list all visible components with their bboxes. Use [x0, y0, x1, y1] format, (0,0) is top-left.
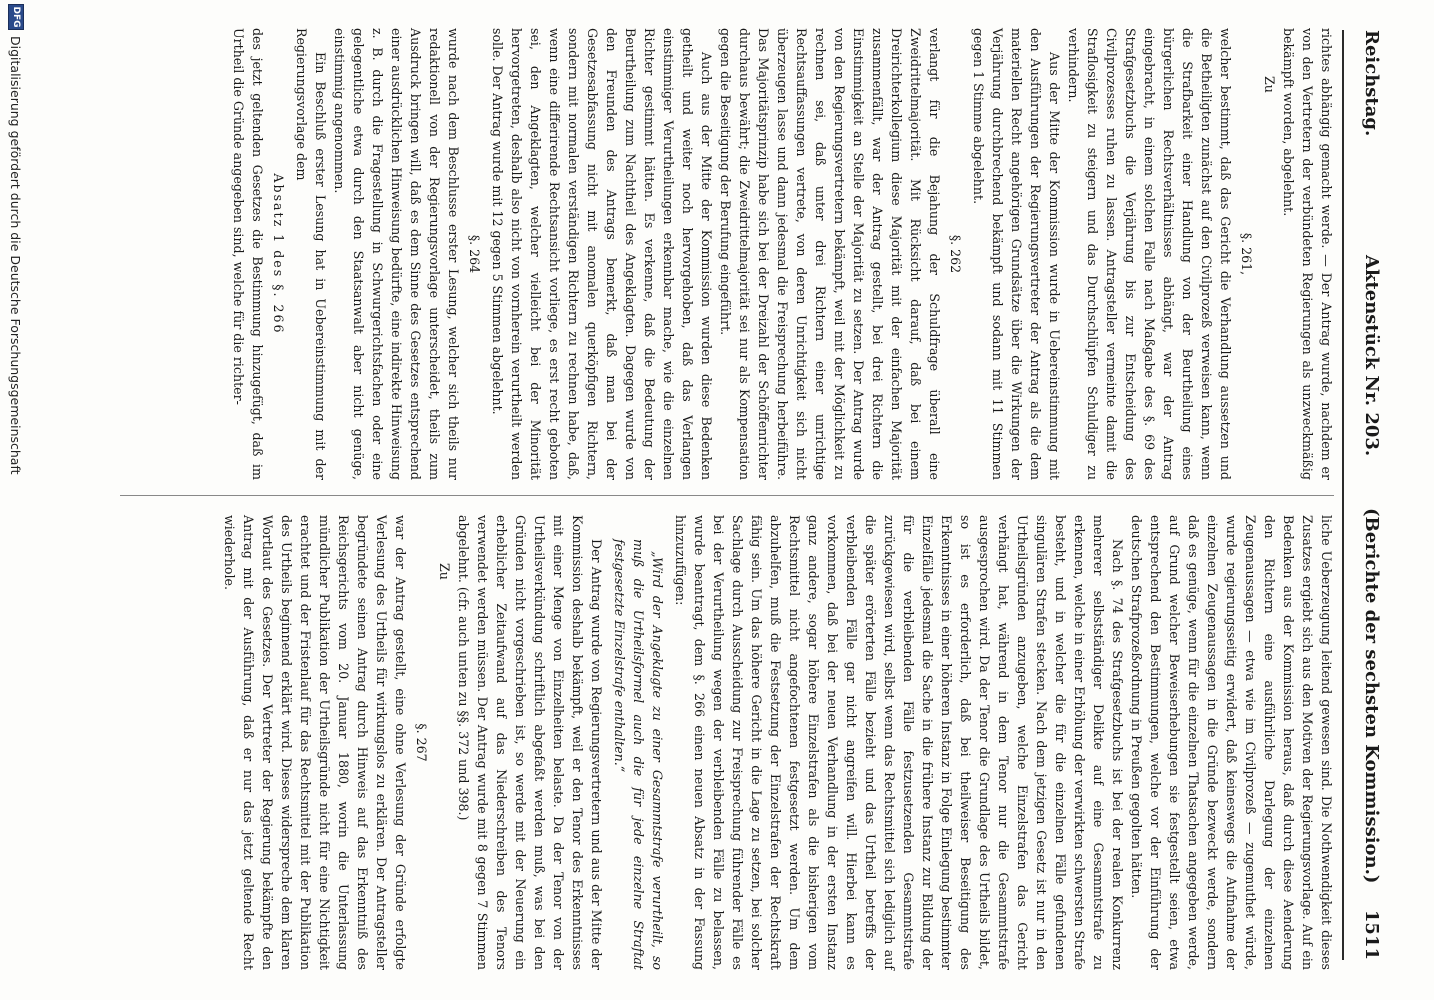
paragraph: liche Ueberzeugung leitend gewesen sind. Die Nothwendigkeit dieses Zusatzes ergiebt sich aus den Motiven der Regierungsvorlage. Auf ein Bedenken aus der Kommission heraus, daß durch diese Aenderung den Richtern eine ausführliche Darlegung der einzelnen Zeugenaussagen — etwa wie im Civilprozeß — zugemuthet würde, wurde regierungsseitig erwidert, daß keineswegs die Aufnahme der einzelnen Zeugenaussagen in die Gründe bezweckt werde, sondern daß es genüge, wenn für die einzelnen Thatsachen angegeben werde, auf Grund welcher Beweiserhebungen sie festgestellt seien, etwa entsprechend den Bestimmungen, welche vor der Einführung der deutschen Strafprozeßordnung in Preußen gegolten hätten.	[1129, 515, 1334, 970]
paragraph: verlangt für die Bejahung der Schuldfrage überall eine Zweidrittelmajorität. Mit Rücksicht darauf, daß bei einem Dreirichterkollegium diese Majorität mit der einfachen Majorität zusammenfällt, war der Antrag gestellt, bei drei Richtern die Einstimmigkeit an Stelle der Majorität zu setzen. Der Antrag wurde von den Regierungsvertretern bekämpft, weil mit der Möglichkeit zu rechnen sei, daß unter drei Richtern einer unrichtige Rechtsauffassungen vertrete, von deren Unrichtigkeit sich nicht überzeugen lasse und dann jedesmal die Freisprechung herbeiführe. Das Majoritätsprinzip habe sich bei der Dreizahl der Schöffenrichter durchaus bewährt; die Zweidrittelmajorität sei nur als Kompensation gegen die Beseitigung der Berufung eingeführt.	[718, 28, 942, 480]
right-column	[120, 515, 1336, 970]
paragraph: richtes abhängig gemacht werde. — Der Antrag wurde, nachdem er von den Vertretern der verbündeten Regierungen als unzweckmäßig bekämpft worden, abgelehnt.	[1281, 28, 1334, 480]
paragraph: welcher bestimmt, daß das Gericht die Verhandlung aussetzen und die Betheiligten zunächst auf den Civilprozeß verweisen kann, wenn die Strafbarkeit einer Handlung von der Beurtheilung eines bürgerlichen Rechtsverhältnisses abhängt, war der Antrag eingebracht, in einem solchen Falle nach Maßgabe des §. 69 des Strafgesetzbuchs die Verjährung bis zur Entscheidung des Civilprozesses ruhen zu lassen. Antragsteller vermeinte damit die Straflosigkeit zu steigern und das Durchschlüpfen Schuldiger zu verhindern.	[1066, 28, 1233, 480]
paragraph: Auch aus der Mitte der Kommission wurden diese Bedenken getheilt und weiter noch hervorgehoben, daß das Verlangen einstimmiger Verurtheilungen erkennbar mache, wie die einzelnen Richter gestimmt hätten. Es verkenne, daß die Bedeutung der Beurtheilung zum Nachtheil des Angeklagten. Dagegen wurde von den Freunden des Antrags bemerkt, daß man bei der Gesetzesabfassung nicht mit anomalen querköpfigen Richtern, sondern mit normalen verständigen Richtern zu rechnen habe, daß, wenn eine differirende Rechtsansicht vorliege, es erst recht geboten sei, den Angeklagten, welcher vielleicht bei der Minorität hervorgetreten, deshalb also nicht von vornherein verurtheilt werden solle. Der Antrag wurde mit 12 gegen 5 Stimmen abgelehnt.	[490, 28, 714, 480]
quoted-amendment: „Wird der Angeklagte zu einer Gesammtstrafe verurtheilt, so muß die Urtheilsformel auch die für jede einzelne Straftat festgesetzte Einzelstrafe enthalten.“	[612, 539, 665, 970]
left-column	[120, 28, 1336, 480]
section-heading-266: Absatz 1 des §. 266	[271, 173, 286, 335]
paragraph: Aus der Mitte der Kommission wurde in Uebereinstimmung mit den Ausführungen der Regierungsvertreter der Antrag als die dem materiellen Recht angehörigen Grundsätze über die Wirkungen der Verjährung durchbrechend bekämpft und sodann mit 11 Stimmen gegen 1 Stimme abgelehnt.	[971, 28, 1062, 480]
page-number: 1511	[1361, 909, 1382, 960]
dfg-logo-icon: DFG	[8, 4, 24, 30]
paragraph: Nach §. 74 des Strafgesetzbuchs ist bei der realen Konkurrenz mehrerer selbstständiger Delikte auf eine Gesammtstrafe zu erkennen, welche in einer Erhöhung der verwirkten schwersten Strafe besteht, und in welcher die für die einzelnen Fälle gefundenen singulären Strafen stecken. Nach dem jetzigen Gesetz ist nur in den Urtheilsgründen anzugeben, welche Einzelstrafen das Gericht verhängt hat, während in dem Tenor nur die Gesammtstrafe ausgesprochen wird. Da der Tenor die Grundlage des Urtheils bildet, so ist es erforderlich, daß bei theilweiser Beseitigung des Erkenntnisses in einer höheren Instanz in Folge Einlegung bestimmter Einzelfälle jedesmal die Sache in die frühere Instanz zur Bildung der für die verbleibenden Fälle festzusetzenden Gesammtstrafe zurückgewiesen wird, selbst wenn das Rechtsmittel sich lediglich auf die später erörterten Fälle bezieht und das Urtheil betreffs der verbleibenden Fälle gar nicht angreifen will. Hierbei kann es vorkommen, daß bei der neuen Verhandlung in der ersten Instanz ganz andere, sogar höhere Einzelstrafen als die bisherigen vom Rechtsmittel nicht angefochtenen festgesetzt werden. Um dem abzuhelfen, muß die Festsetzung der Einzelstrafen der Rechtskraft fähig sein. Um das höhere Gericht in die Lage zu setzen, bei solcher Sachlage durch Ausscheidung zur Freisprechung führender Fälle es bei der Verurtheilung wegen der verbleibenden Fälle zu belassen, wurde beantragt, dem §. 266 einen neuen Absatz in der Fassung hinzuzufügen:	[673, 515, 1125, 970]
column-divider	[120, 495, 1334, 496]
paragraph: war der Antrag gestellt, eine ohne Verlesung der Gründe erfolgte Verlesung des Urtheils für wirkungslos zu erklären. Der Antragsteller begründete seinen Antrag durch Hinweis auf das Erkenntniß des Reichsgerichts vom 20. Januar 1880, worin die Unterlassung mündlicher Publikation der Urtheilsgründe nicht für eine Nichtigkeit erachtet und der Fristenlauf für das Rechtsmittel mit der Publikation des Urtheils beginnend erklärt wird. Dieses widerspreche dem klaren Wortlaut des Gesetzes. Der Vertreter der Regierung bekämpfte den Antrag mit der Ausführung, daß er nur das jetzt geltende Recht wiederhole.	[222, 515, 408, 970]
paragraph: des jetzt geltenden Gesetzes die Bestimmung hinzugefügt, daß im Urtheil die Gründe angegeben sind, welche für die richter-	[231, 28, 265, 480]
zu-heading: Zu	[1262, 76, 1277, 93]
digitization-footer	[8, 0, 24, 1000]
section-heading-262: §. 262	[948, 234, 963, 274]
header-left-title: Reichstag.	[1361, 30, 1382, 137]
zu-heading: Zu	[437, 563, 452, 580]
paragraph: wurde nach dem Beschlusse erster Lesung, welcher sich theils nur redaktionell von der Regierungsvorlage unterscheidet, theils zum Ausdruck bringen will, daß es dem Sinne des Gesetzes entsprechend einer ausdrücklichen Hinweisung bedürfte, eine indirekte Hinweisung z. B. durch die Fragestellung in Schwurgerichtsfachen oder eine gelegentliche etwa durch den Staatsanwalt aber nicht genüge, einstimmig angenommen.	[332, 28, 461, 480]
header-rule	[1342, 30, 1344, 960]
footer-text: Digitalisierung gefördert durch die Deutsche Forschungsgemeinschaft	[8, 36, 24, 475]
header-right-title: (Berichte der sechsten Kommission.)	[1361, 508, 1382, 884]
section-heading-264: §. 264	[467, 234, 482, 274]
paragraph: Ein Beschluß erster Lesung hat in Uebereinstimmung mit der Regierungsvorlage dem	[294, 28, 328, 480]
section-heading-261: §. 261,	[1239, 232, 1254, 276]
header-left-subtitle: Aktenstück Nr. 203.	[1361, 255, 1382, 457]
paragraph: Der Antrag wurde von Regierungsvertretern und aus der Mitte der Kommission deshalb bekämpft, weil er den Tenor des Erkenntnisses mit einer Menge von Einzelheiten belaste. Da der Tenor von der Urtheilsverkündung schriftlich abgefaßt werden muß, was bei den Gründen nicht vorgeschrieben ist, so werde mit der Neuerung ein erheblicher Zeitaufwand auf das Niederschreiben des Tenors verwendet werden müssen. Der Antrag wurde mit 8 gegen 7 Stimmen abgelehnt. (cfr. auch unten zu §§. 372 und 398.)	[456, 515, 604, 970]
section-heading-267: §. 267	[414, 723, 429, 762]
